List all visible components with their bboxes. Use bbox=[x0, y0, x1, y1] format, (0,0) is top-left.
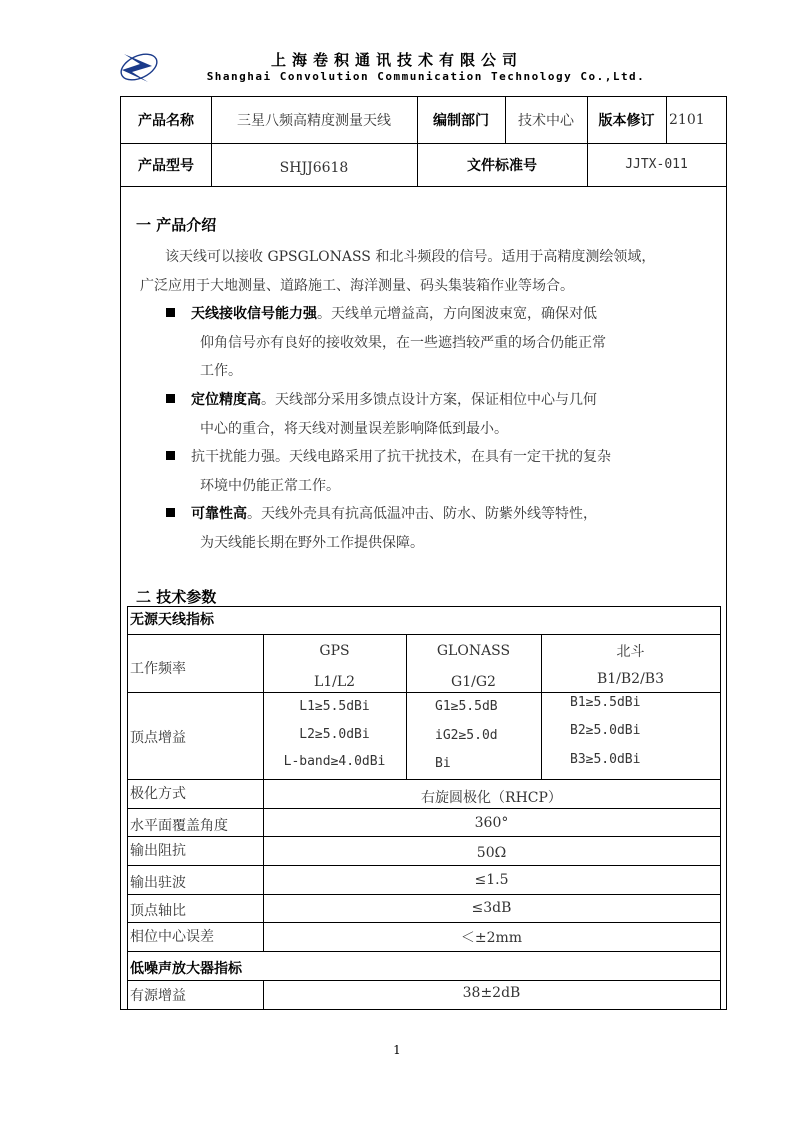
phase-center-label: 相位中心误差 bbox=[130, 929, 214, 945]
version-label: 版本修订 bbox=[598, 113, 655, 129]
phase-center-value: ＜±2mm bbox=[460, 930, 523, 946]
axial-ratio-value: ≤3dB bbox=[471, 900, 512, 916]
freq-label: 工作频率 bbox=[130, 661, 186, 677]
vswr-label: 输出驻波 bbox=[130, 875, 186, 891]
gps-band: L1/L2 bbox=[313, 674, 356, 690]
bullet-square-icon bbox=[166, 308, 175, 317]
impedance-value: 50Ω bbox=[476, 845, 507, 861]
intro-bullet-1: 天线接收信号能力强。天线单元增益高，方向图波束宽，确保对低 仰角信号亦有良好的接收效果，在一些遮挡较严重的场合仍能正常 工作。 bbox=[166, 300, 606, 386]
doc-no-label: 文件标准号 bbox=[467, 157, 537, 174]
glonass-band: G1/G2 bbox=[451, 674, 496, 690]
beidou-header: 北斗 bbox=[616, 644, 645, 660]
product-name-label: 产品名称 bbox=[138, 113, 194, 129]
bullet-square-icon bbox=[166, 394, 175, 403]
version-value: 2101 bbox=[669, 112, 705, 128]
company-name-cn: 上海卷积通讯技术有限公司 bbox=[270, 51, 523, 69]
coverage-label: 水平面覆盖角度 bbox=[130, 818, 228, 834]
lna-title: 低噪声放大器指标 bbox=[130, 961, 242, 977]
passive-antenna-title: 无源天线指标 bbox=[130, 612, 214, 628]
active-gain-value: 38±2dB bbox=[462, 985, 521, 1001]
gps-header: GPS bbox=[319, 643, 350, 659]
glonass-header: GLONASS bbox=[436, 643, 511, 659]
beidou-gain-b3: B3≥5.0dBi bbox=[570, 752, 641, 767]
page-number: 1 bbox=[393, 1043, 401, 1057]
beidou-gain-b2: B2≥5.0dBi bbox=[570, 723, 641, 738]
doc-no-value: JJTX-011 bbox=[625, 157, 688, 172]
dept-label: 编制部门 bbox=[433, 113, 489, 129]
impedance-label: 输出阻抗 bbox=[130, 843, 186, 859]
intro-heading: 一 产品介绍 bbox=[136, 216, 217, 234]
intro-paragraph-line2: 广泛应用于大地测量、道路施工、海洋测量、码头集装箱作业等场合。 bbox=[140, 278, 574, 294]
dept-value: 技术中心 bbox=[518, 113, 574, 129]
company-name-en: Shanghai Convolution Communication Technology Co.,Ltd. bbox=[206, 70, 646, 83]
gps-gain-lband: L-band≥4.0dBi bbox=[283, 754, 386, 769]
bullet-square-icon bbox=[166, 508, 175, 517]
beidou-gain-b1: B1≥5.5dBi bbox=[570, 695, 641, 710]
glonass-gain-g2-cont: Bi bbox=[435, 756, 451, 771]
params-heading: 二 技术参数 bbox=[136, 588, 217, 606]
bullet-square-icon bbox=[166, 451, 175, 460]
polarization-label: 极化方式 bbox=[130, 786, 186, 802]
model-label: 产品型号 bbox=[138, 157, 194, 174]
model-value: SHJJ6618 bbox=[279, 159, 349, 176]
intro-bullet-3: 抗干扰能力强。天线电路采用了抗干扰技术，在具有一定干扰的复杂 环境中仍能正常工作。 bbox=[166, 443, 611, 500]
vswr-value: ≤1.5 bbox=[474, 872, 509, 888]
active-gain-label: 有源增益 bbox=[130, 988, 186, 1004]
beidou-band: B1/B2/B3 bbox=[596, 671, 665, 687]
coverage-value: 360° bbox=[474, 815, 509, 831]
glonass-gain-g2: iG2≥5.0d bbox=[435, 728, 498, 743]
gps-gain-l1: L1≥5.5dBi bbox=[299, 699, 370, 714]
glonass-gain-g1: G1≥5.5dB bbox=[435, 699, 498, 714]
intro-bullet-2: 定位精度高。天线部分采用多馈点设计方案，保证相位中心与几何 中心的重合，将天线对测量误差影响降低到最小。 bbox=[166, 386, 597, 443]
axial-ratio-label: 顶点轴比 bbox=[130, 903, 186, 919]
gain-label: 顶点增益 bbox=[130, 730, 186, 746]
gps-gain-l2: L2≥5.0dBi bbox=[299, 727, 370, 742]
intro-bullet-4: 可靠性高。天线外壳具有抗高低温冲击、防水、防紫外线等特性， 为天线能长期在野外工作提供保障。 bbox=[166, 500, 597, 557]
product-name-value: 三星八频高精度测量天线 bbox=[237, 113, 391, 129]
polarization-value: 右旋圆极化（RHCP） bbox=[421, 790, 562, 806]
intro-paragraph-line1: 该天线可以接收 GPSGLONASS 和北斗频段的信号。适用于高精度测绘领域， bbox=[165, 249, 656, 265]
